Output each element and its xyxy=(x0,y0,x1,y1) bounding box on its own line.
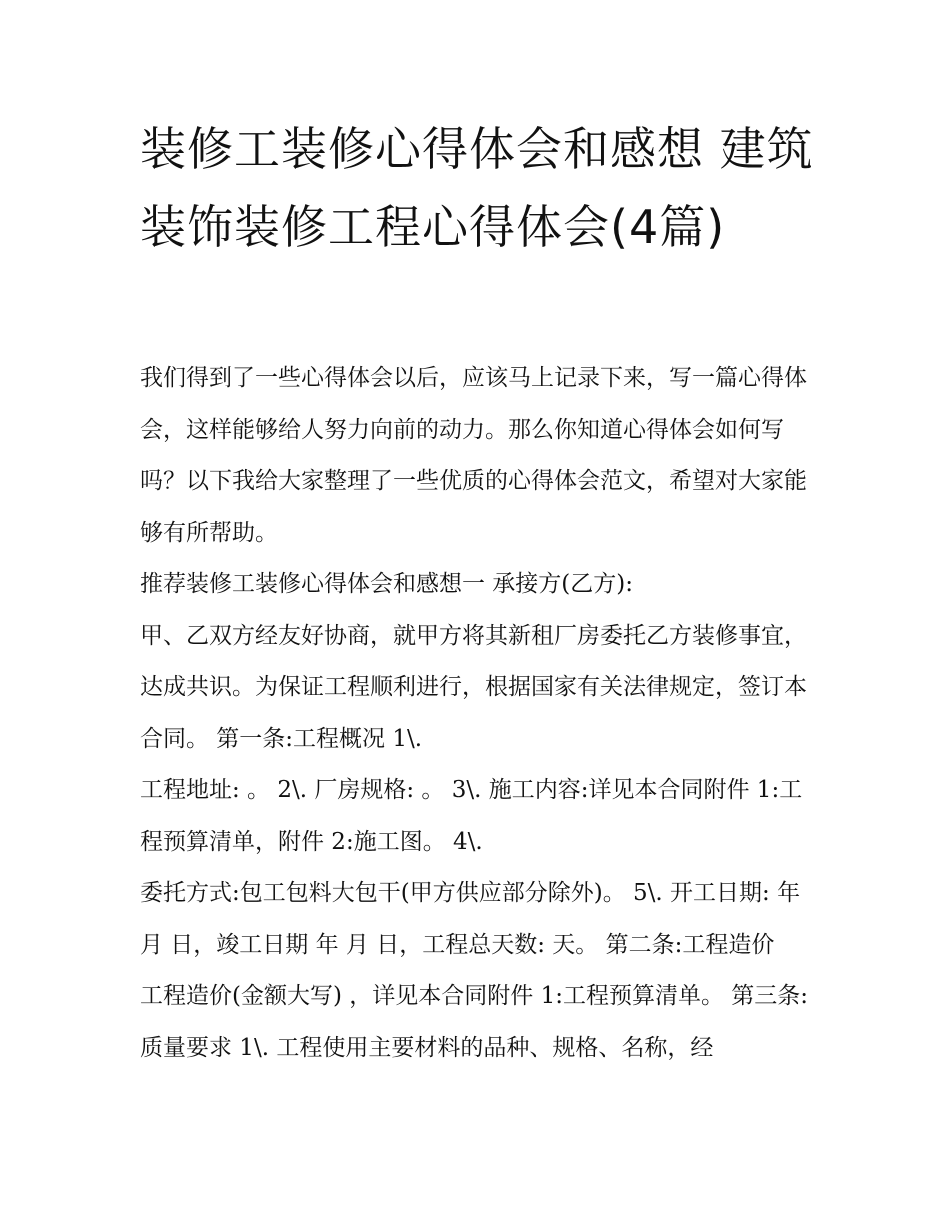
paragraph-agreement: 甲、乙双方经友好协商，就甲方将其新租厂房委托乙方装修事宜，达成共识。为保证工程顺利进行，根据国家有关法律规定，签订本合同。 第一条:工程概况 1\. xyxy=(140,622,807,752)
paragraph-project-address: 工程地址: 。 2\. 厂房规格: 。 3\. 施工内容:详见本合同附件 1:工程预算清单，附件 2:施工图。 4\. xyxy=(140,777,803,855)
document-body xyxy=(140,353,820,1074)
paragraph-intro: 我们得到了一些心得体会以后，应该马上记录下来，写一篇心得体会，这样能够给人努力向前的动力。那么你知道心得体会如何写吗？以下我给大家整理了一些优质的心得体会范文，希望对大家能够有所帮助。 xyxy=(140,365,807,546)
paragraph-project-cost: 工程造价(金额大写) ，详见本合同附件 1:工程预算清单。 第三条:质量要求 1\. 工程使用主要材料的品种、规格、名称，经 xyxy=(140,983,809,1061)
paragraph-recommend: 推荐装修工装修心得体会和感想一 承接方(乙方): xyxy=(140,571,634,597)
document-title: 装修工装修心得体会和感想 建筑装饰装修工程心得体会(4篇) xyxy=(140,122,814,254)
paragraph-commission-method: 委托方式:包工包料大包干(甲方供应部分除外)。 5\. 开工日期: 年 月 日，竣工日期 年 月 日，工程总天数: 天。 第二条:工程造价 xyxy=(140,880,801,958)
